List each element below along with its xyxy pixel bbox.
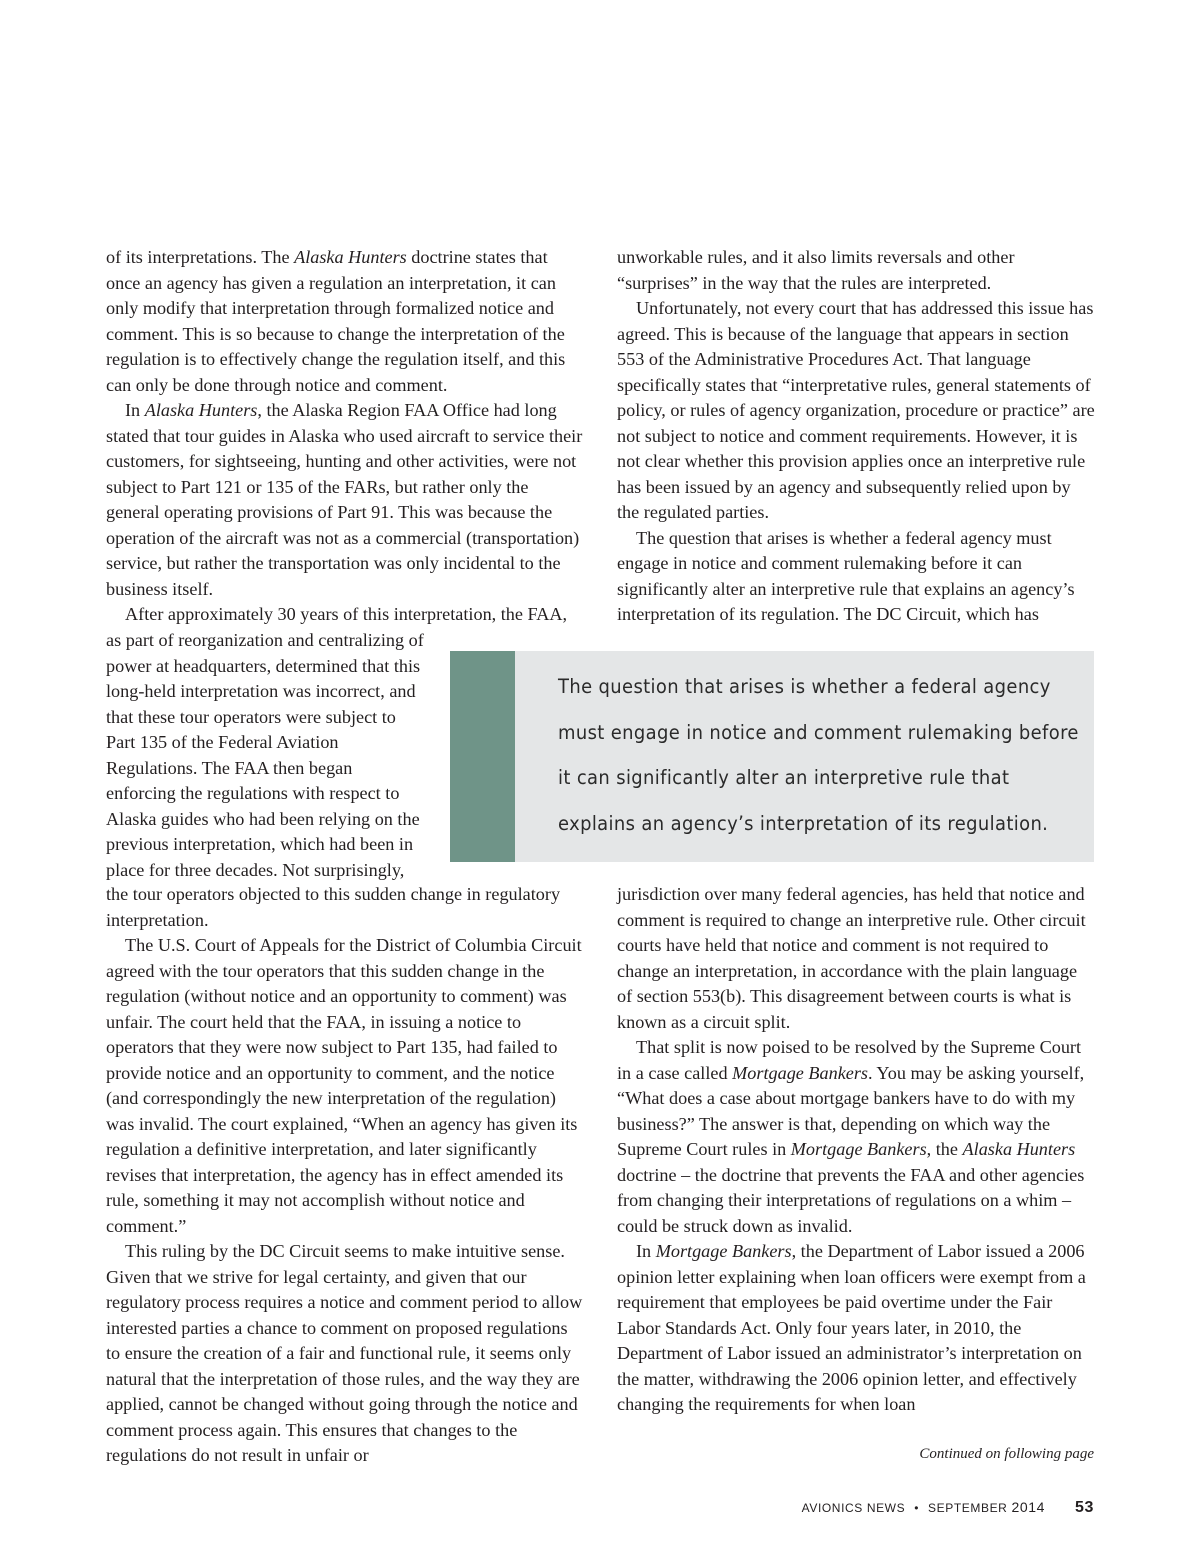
pull-quote-line: must engage in notice and comment rulemaking before [558,720,1079,744]
paragraph-text: , the Alaska Region FAA Office had long stated that tour guides in Alaska who used aircraft to service their customers, for sightseeing, hunting and other activities, were not subject to Part 121 or 135 of the FARs, but rather only the general operating provisions of Part 91. This was because the operation of the aircraft was not as a commercial (transportation) service, but rather the transportation was only incidental to the business itself. [106,400,583,599]
paragraph [617,882,1095,1035]
paragraph [106,1239,586,1469]
paragraph-text: The U.S. Court of Appeals for the District of Columbia Circuit agreed with the tour operators that this sudden change in the regulation (without notice and an opportunity to comment) was unfair. The court held that the FAA, in issuing a notice to operators that they were now subject to Part 135, had failed to provide notice and an opportunity to comment, and the notice (and correspondingly the new interpretation of the regulation) was invalid. The court explained, “When an agency has given its regulation a definitive interpretation, and later significantly revises that interpretation, the agency has in effect amended its rule, something it may not accomplish without notice and comment.” [106,935,582,1236]
paragraph [617,245,1095,296]
paragraph [106,882,586,933]
paragraph-text: unworkable rules, and it also limits reversals and other “surprises” in the way that the rules are interpreted. [617,247,1015,293]
paragraph-text: as part of reorganization and centralizing of power at headquarters, determined that this long-held interpretation was incorrect, and that these tour operators were subject to Part 135 of the Federal Aviation Regulations. The FAA then began enforcing the regulations with respect to Alaska guides who had been relying on the previous interpretation, which had been in place for three decades. Not surprisingly, [106,630,424,880]
paragraph-text: Unfortunately, not every court that has addressed this issue has agreed. This is because of the language that appears in section 553 of the Administrative Procedures Act. That language specifically states that “interpretative rules, general statements of policy, or rules of agency organization, procedure or practice” are not subject to notice and comment requirements. However, it is not clear whether this provision applies once an interpretive rule has been issued by an agency and subsequently relied upon by the regulated parties. [617,298,1095,522]
paragraph-text: doctrine – the doctrine that prevents the FAA and other agencies from changing their interpretations of regulations on a whim – could be struck down as invalid. [617,1164,1085,1236]
left-column-top [106,245,586,628]
paragraph-text: , the [926,1139,963,1159]
paragraph-text: doctrine states that once an agency has given a regulation an interpretation, it can only modify that interpretation through formalized notice and comment. This is so because to change the interpretation of the regulation is to effectively change the regulation itself, and this can only be done through notice and comment. [106,247,566,395]
paragraph-text: of its interpretations. The [106,247,295,267]
right-column-bottom [617,882,1095,1418]
paragraph [106,933,586,1239]
left-column-narrow [106,628,426,883]
publication-name: AVIONICS NEWS [801,1501,906,1515]
paragraph-text: The question that arises is whether a federal agency must engage in notice and comment rulemaking before it can significantly alter an interpretive rule that explains an agency’s interpretation of its regulation. The DC Circuit, which has [617,527,1075,624]
paragraph-text: This ruling by the DC Circuit seems to make intuitive sense. Given that we strive for legal certainty, and given that our regulatory process requires a notice and comment period to allow interested parties a chance to comment on proposed regulations to ensure the creation of a fair and functional rule, it seems only natural that the interpretation of those rules, and the way they are applied, cannot be changed without going through the notice and comment process again. This ensures that changes to the regulations do not result in unfair or [106,1241,583,1465]
pull-quote [450,651,1094,862]
paragraph-text: the tour operators objected to this sudden change in regulatory interpretation. [106,884,561,930]
left-column-bottom [106,882,586,1469]
italic-case-name: Alaska Hunters [144,400,258,420]
footer-separator: • [914,1501,920,1515]
paragraph [106,245,586,398]
paragraph-text: In [125,400,145,420]
pull-quote-line: it can significantly alter an interpretive rule that [558,766,1010,789]
pull-quote-line: explains an agency’s interpretation of its regulation. [558,811,1049,835]
pull-quote-text [558,664,1079,846]
paragraph-text: After approximately 30 years of this interpretation, the FAA, [125,604,568,624]
continued-note: Continued on following page [919,1446,1094,1462]
right-column-top [617,245,1095,628]
paragraph-text: That split is now poised to be resolved by the Supreme Court in a case called [617,1037,1082,1083]
italic-case-name: Mortgage Bankers [790,1139,927,1159]
italic-case-name: Alaska Hunters [962,1139,1076,1159]
paragraph-text: jurisdiction over many federal agencies, has held that notice and comment is required to change an interpretive rule. Other circuit courts have held that notice and comment is not required to change an interpretation, in accordance with the plain language of section 553(b). This disagreement between courts is what is known as a circuit split. [617,884,1086,1032]
paragraph [617,296,1095,526]
paragraph-text: , the Department of Labor issued a 2006 opinion letter explaining when loan officers were exempt from a requirement that employees be paid overtime under the Fair Labor Standards Act. Only four years later, in 2010, the Department of Labor issued an administrator’s interpretation on the matter, withdrawing the 2006 opinion letter, and effectively changing the requirements for when loan [617,1241,1086,1414]
issue-year: 2014 [1011,1499,1045,1515]
italic-case-name: Mortgage Bankers [655,1241,792,1261]
issue-month: SEPTEMBER [928,1501,1008,1515]
paragraph [617,526,1095,628]
italic-case-name: Mortgage Bankers [732,1062,868,1083]
paragraph [106,398,586,602]
paragraph [617,1035,1095,1239]
page-footer [802,1499,1094,1517]
pull-quote-accent-bar [450,651,515,862]
page-number: 53 [1075,1499,1094,1516]
paragraph [106,628,426,883]
paragraph [617,1239,1095,1418]
italic-case-name: Alaska Hunters [294,247,407,267]
pull-quote-line: The question that arises is whether a federal agency [558,675,1051,698]
paragraph-text: In [636,1241,656,1261]
paragraph [106,602,586,628]
paragraph-text: . You may be asking yourself, “What does a case about mortgage bankers have to do with my business?” The answer is that, depending on which way the Supreme Court rules in [617,1062,1085,1159]
